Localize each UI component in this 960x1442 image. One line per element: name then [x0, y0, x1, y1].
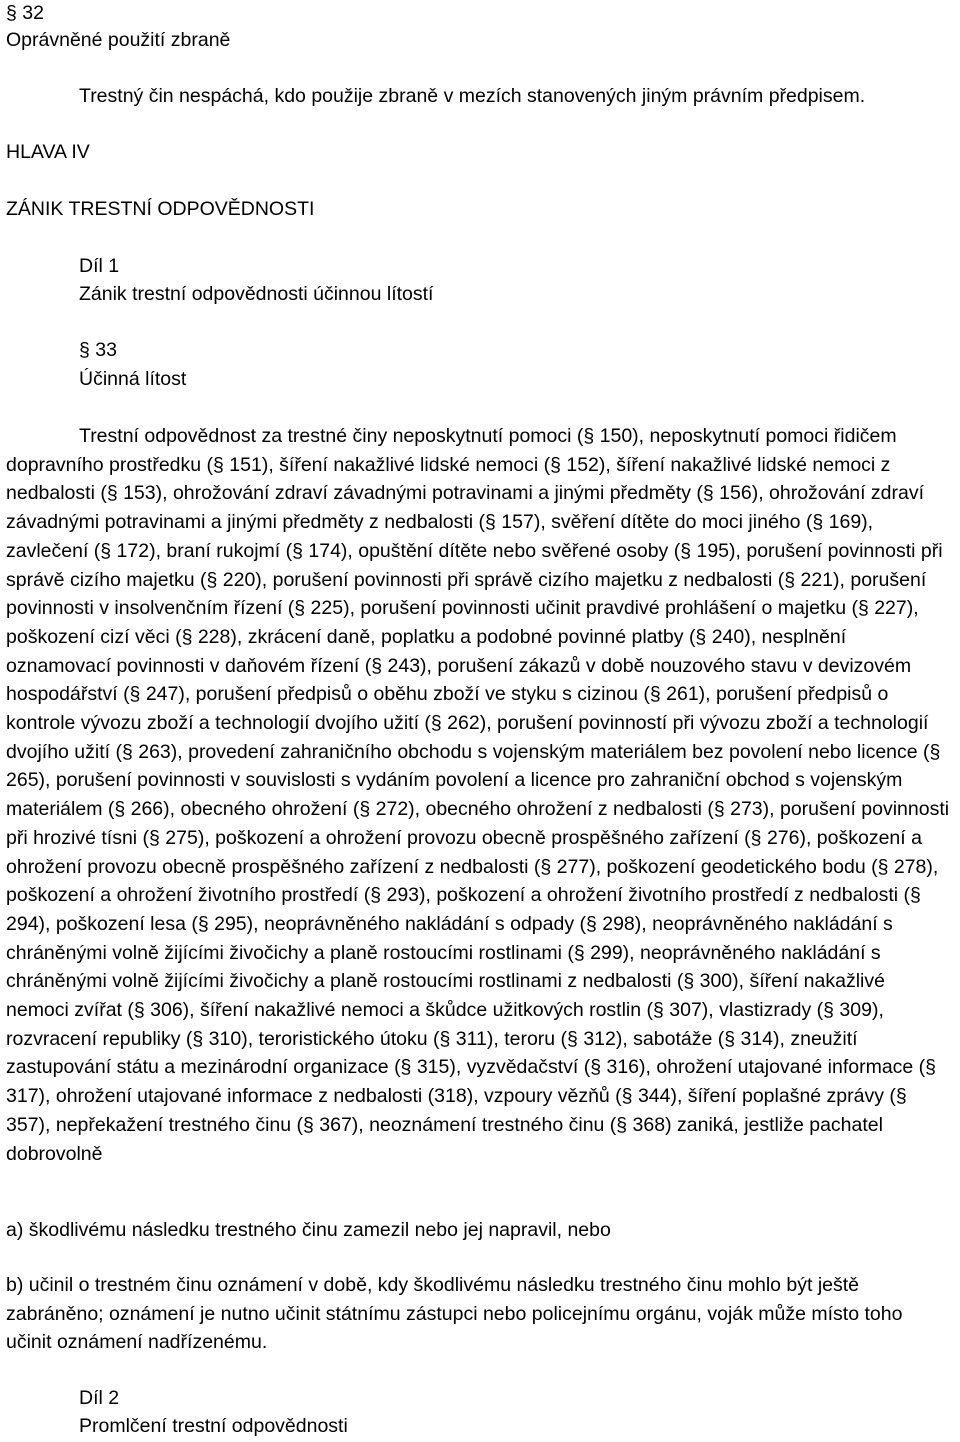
section-32-number: § 32	[6, 2, 44, 24]
section-33-item-b	[6, 1271, 950, 1357]
section-32-text: Trestný čin nespáchá, kdo použije zbraně v mezích stanovených jiným právním předpisem.	[79, 85, 866, 107]
section-33-body	[6, 422, 950, 1168]
part-2-label: Díl 2	[79, 1387, 120, 1409]
part-1-label: Díl 1	[79, 255, 120, 277]
section-33-item-a	[6, 1216, 950, 1245]
part-1-title: Zánik trestní odpovědnosti účinnou lítostí	[79, 283, 434, 305]
chapter-title: ZÁNIK TRESTNÍ ODPOVĚDNOSTI	[6, 198, 315, 220]
item-a-text: a) škodlivému následku trestného činu zamezil nebo jej napravil, nebo	[6, 1219, 611, 1241]
part-2-title: Promlčení trestní odpovědnosti	[79, 1415, 348, 1437]
section-33-title: Účinná lítost	[79, 368, 187, 390]
section-33-body-text: Trestní odpovědnost za trestné činy neposkytnutí pomoci (§ 150), neposkytnutí pomoci řidičem dopravního prostředku (§ 151), šíření nakažlivé lidské nemoci (§ 152), šíření nakažlivé lidské nemoci z nedbalosti (§ 153), ohrožování zdraví závadnými potravinami a jinými předměty (§ 156), ohrožování zdraví závadnými potravinami a jinými předměty z nedbalosti (§ 157), svěření dítěte do moci jiného (§ 169), zavlečení (§ 172), braní rukojmí (§ 174), opuštění dítěte nebo svěřené osoby (§ 195), porušení povinnosti při správě cizího majetku (§ 220), porušení povinnosti při správě cizího majetku z nedbalosti (§ 221), porušení povinnosti v insolvenčním řízení (§ 225), porušení povinnosti učinit pravdivé prohlášení o majetku (§ 227), poškození cizí věci (§ 228), zkrácení daně, poplatku a podobné povinné platby (§ 240), nesplnění oznamovací povinnosti v daňovém řízení (§ 243), porušení zákazů v době nouzového stavu v devizovém hospodářství (§ 247), porušení předpisů o oběhu zboží ve styku s cizinou (§ 261), porušení předpisů o kontrole vývozu zboží a technologií dvojího užití (§ 262), porušení povinností při vývozu zboží a technologií dvojího užití (§ 263), provedení zahraničního obchodu s vojenským materiálem bez povolení nebo licence (§ 265), porušení povinnosti v souvislosti s vydáním povolení a licence pro zahraniční obchod s vojenským materiálem (§ 266), obecného ohrožení (§ 272), obecného ohrožení z nedbalosti (§ 273), porušení povinnosti při hrozivé tísni (§ 275), poškození a ohrožení provozu obecně prospěšného zařízení (§ 276), poškození a ohrožení provozu obecně prospěšného zařízení z nedbalosti (§ 277), poškození geodetického bodu (§ 278), poškození a ohrožení životního prostředí (§ 293), poškození a ohrožení životního prostředí z nedbalosti (§ 294), poškození lesa (§ 295), neoprávněného nakládání s odpady (§ 298), neoprávněného nakládání s chráněnými volně žijícími živočichy a planě rostoucími rostlinami (§ 299), neoprávněného nakládání s chráněnými volně žijícími živočichy a planě rostoucími rostlinami z nedbalosti (§ 300), šíření nakažlivé nemoci zvířat (§ 306), šíření nakažlivé nemoci a škůdce užitkových rostlin (§ 307), vlastizrady (§ 309), rozvracení republiky (§ 310), teroristického útoku (§ 311), teroru (§ 312), sabotáže (§ 314), zneužití zastupování státu a mezinárodní organizace (§ 315), vyzvědačství (§ 316), ohrožení utajované informace (§ 317), ohrožení utajované informace z nedbalosti (318), vzpoury vězňů (§ 344), šíření poplašné zprávy (§ 357), nepřekažení trestného činu (§ 367), neoznámení trestného činu (§ 368) zaniká, jestliže pachatel dobrovolně	[6, 425, 950, 1165]
section-32-title: Oprávněné použití zbraně	[6, 29, 231, 51]
chapter-label: HLAVA IV	[6, 141, 90, 163]
section-33-number: § 33	[79, 339, 117, 361]
item-b-text: b) učinil o trestném činu oznámení v době, kdy škodlivému následku trestného činu mohlo být ještě zabráněno; oznámení je nutno učinit státnímu zástupci nebo policejnímu orgánu, voják může místo toho učinit oznámení nadřízenému.	[6, 1274, 903, 1354]
